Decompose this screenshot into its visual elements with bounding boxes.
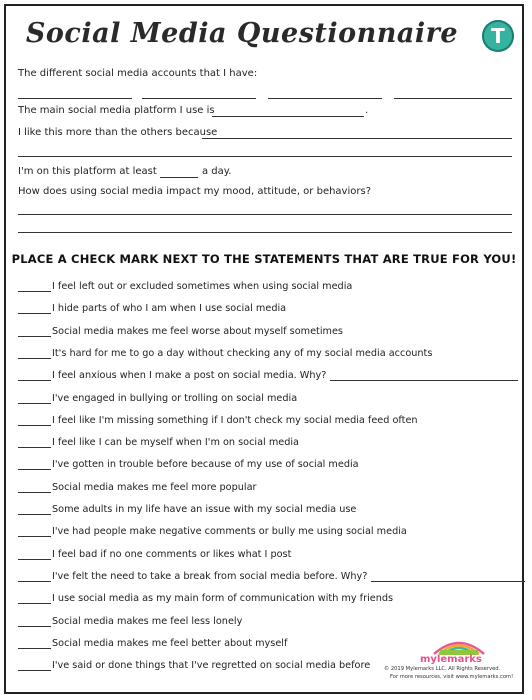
statement-row [18, 482, 257, 496]
why-answer-line[interactable] [330, 370, 518, 381]
statement-row [18, 437, 299, 451]
statement-row [18, 638, 287, 652]
more-resources-text: For more resources, visit www.mylemarks.com! [390, 674, 514, 680]
statement-row [18, 459, 359, 473]
statement-text: Social media makes me feel less lonely [52, 615, 243, 627]
statement-text: I've engaged in bullying or trolling on social media [52, 392, 298, 404]
frequency-prompt: I'm on this platform at least [18, 166, 157, 177]
statement-row [18, 348, 432, 362]
impact-line-2[interactable] [18, 232, 512, 233]
checkmark-blank[interactable] [18, 482, 51, 493]
checkmark-blank[interactable] [18, 616, 51, 627]
checkmark-blank[interactable] [18, 303, 51, 314]
statement-text: I've felt the need to take a break from social media before. Why? [52, 570, 368, 582]
statement-row [18, 370, 518, 384]
checkmark-blank[interactable] [18, 571, 51, 582]
accounts-line-3[interactable] [268, 98, 382, 99]
statement-text: I use social media as my main form of communication with my friends [52, 593, 394, 605]
statement-text: Social media makes me feel more popular [52, 481, 257, 493]
frequency-suffix: a day. [202, 166, 232, 177]
checkmark-blank[interactable] [18, 459, 51, 470]
mylemarks-logo-icon [430, 634, 488, 656]
accounts-line-2[interactable] [142, 98, 256, 99]
checkmark-blank[interactable] [18, 526, 51, 537]
frequency-line[interactable] [160, 177, 198, 178]
accounts-line-4[interactable] [394, 98, 512, 99]
statement-row [18, 326, 343, 340]
statement-text: I feel anxious when I make a post on social media. Why? [52, 370, 327, 382]
checkmark-blank[interactable] [18, 638, 51, 649]
accounts-line-1[interactable] [18, 98, 132, 99]
checkmark-blank[interactable] [18, 660, 51, 671]
checkmark-blank[interactable] [18, 281, 51, 292]
statement-text: I've had people make negative comments or bully me using social media [52, 526, 407, 538]
statement-row [18, 571, 525, 585]
footer-brand: mylemarks [420, 654, 482, 665]
statement-row [18, 660, 370, 674]
checkmark-blank[interactable] [18, 437, 51, 448]
statement-text: Social media makes me feel worse about myself sometimes [52, 325, 343, 337]
statement-text: I feel left out or excluded sometimes when using social media [52, 281, 353, 292]
statement-row [18, 393, 297, 407]
impact-prompt: How does using social media impact my mood, attitude, or behaviors? [18, 186, 372, 197]
statement-text: It's hard for me to go a day without checking any of my social media accounts [52, 347, 433, 359]
like-more-line-1[interactable] [202, 138, 512, 139]
statement-row [18, 526, 407, 540]
checkmark-blank[interactable] [18, 549, 51, 560]
statement-text: I feel like I can be myself when I'm on social media [52, 437, 299, 449]
why-answer-line[interactable] [371, 571, 525, 582]
statement-text: Social media makes me feel better about myself [52, 637, 288, 649]
checkmark-blank[interactable] [18, 326, 51, 337]
checkmark-blank[interactable] [18, 393, 51, 404]
main-platform-line[interactable] [212, 116, 364, 117]
checkmark-blank[interactable] [18, 415, 51, 426]
main-platform-period: . [365, 105, 369, 116]
copyright-text: © 2019 Mylemarks LLC. All Rights Reserved. [384, 666, 501, 672]
statement-row [18, 303, 286, 317]
statement-row [18, 593, 393, 607]
page-title: Social Media Questionnaire [25, 18, 459, 49]
checkmark-blank[interactable] [18, 504, 51, 515]
like-more-prompt: I like this more than the others because [18, 127, 218, 138]
statement-row [18, 415, 418, 429]
statement-text: I've said or done things that I've regretted on social media before [52, 660, 371, 672]
like-more-line-2[interactable] [18, 156, 512, 157]
statement-text: I feel bad if no one comments or likes what I post [52, 548, 292, 560]
statement-text: I hide parts of who I am when I use social media [52, 303, 287, 315]
statement-row [18, 281, 352, 295]
worksheet-page [4, 4, 524, 694]
statement-row [18, 616, 242, 630]
statement-row [18, 549, 291, 563]
statement-text: Some adults in my life have an issue with my social media use [52, 504, 357, 515]
main-platform-prompt: The main social media platform I use is [18, 105, 215, 116]
statement-text: I feel like I'm missing something if I don't check my social media feed often [52, 414, 418, 426]
checkmark-blank[interactable] [18, 593, 51, 604]
statement-text: I've gotten in trouble before because of my use of social media [52, 459, 359, 471]
checklist-heading: PLACE A CHECK MARK NEXT TO THE STATEMENTS THAT ARE TRUE FOR YOU! [11, 252, 517, 266]
checkmark-blank[interactable] [18, 370, 51, 381]
brand-logo-icon: T [482, 20, 514, 52]
checkmark-blank[interactable] [18, 348, 51, 359]
accounts-prompt: The different social media accounts that I have: [18, 68, 258, 79]
impact-line-1[interactable] [18, 214, 512, 215]
statement-row [18, 504, 356, 518]
